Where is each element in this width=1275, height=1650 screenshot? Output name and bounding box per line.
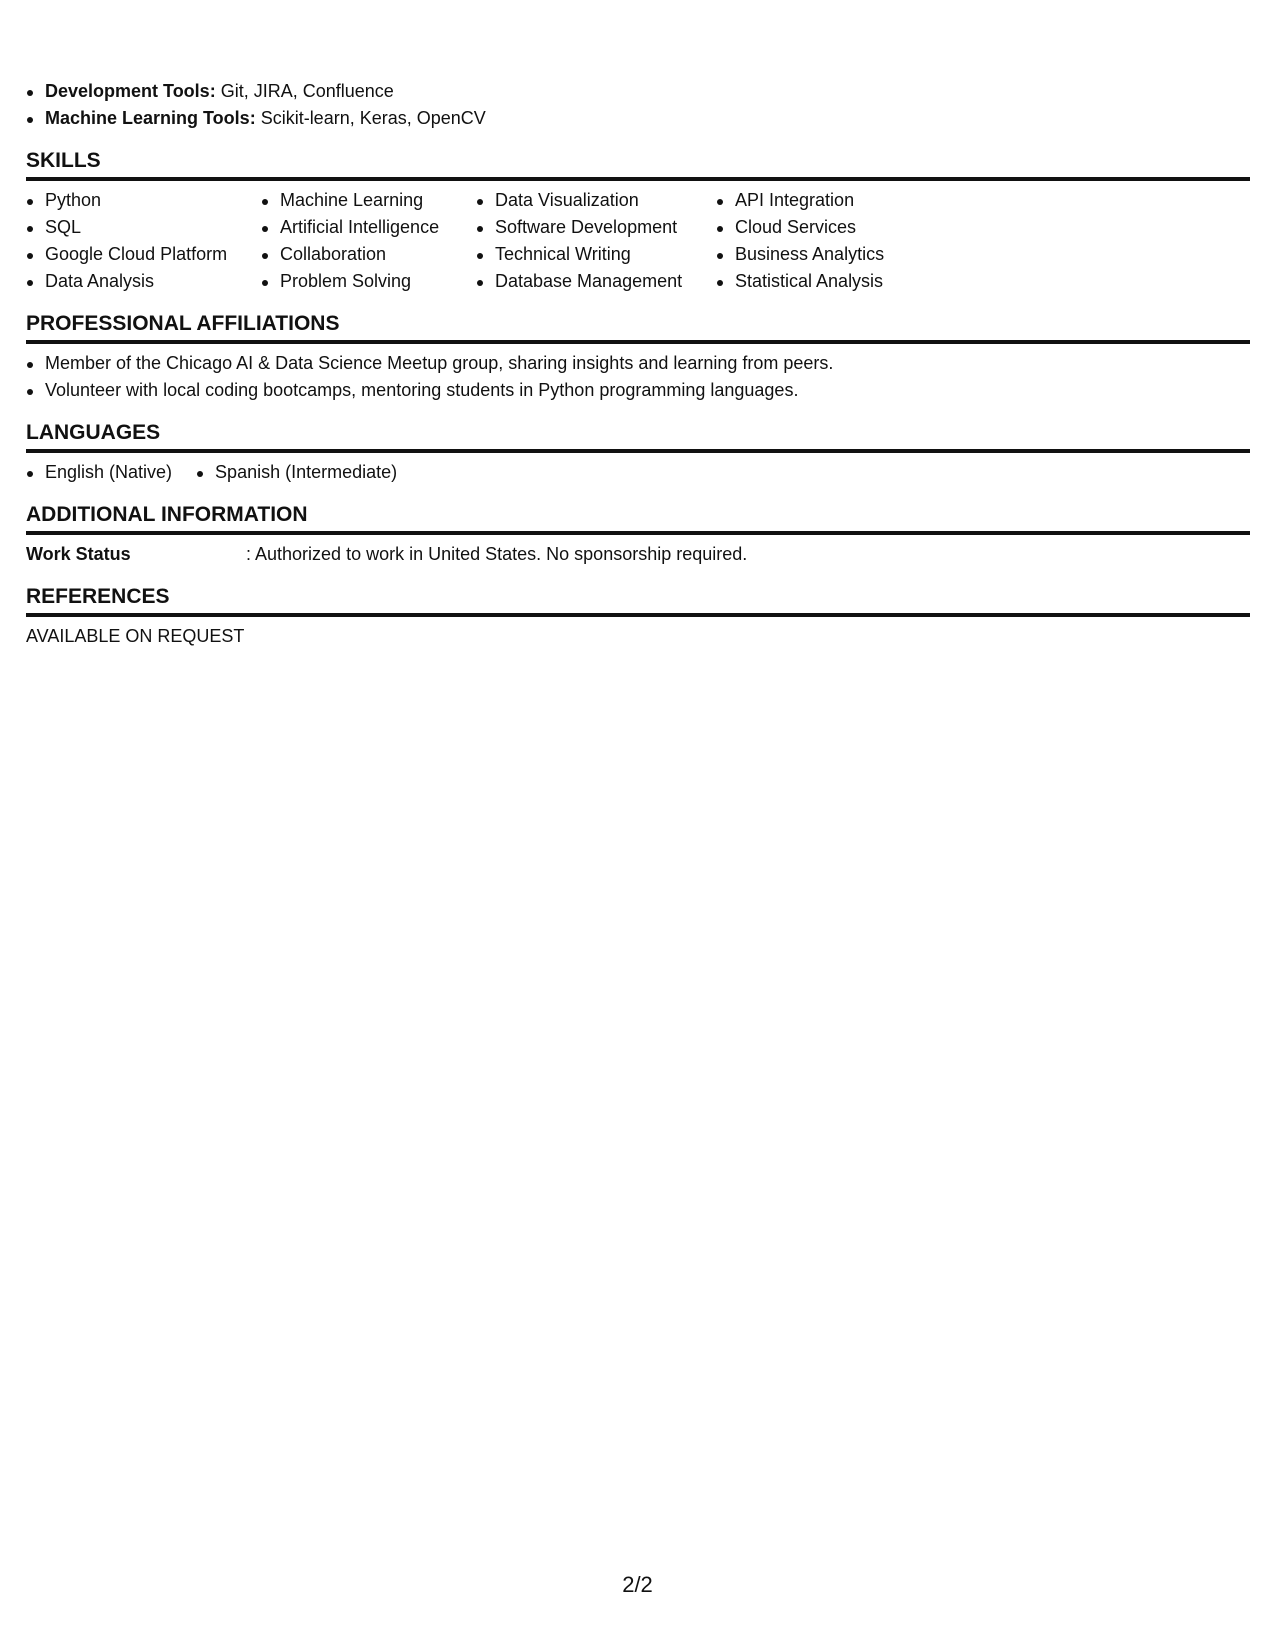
list-item: Member of the Chicago AI & Data Science Meetup group, sharing insights and learning from peers. bbox=[26, 350, 1250, 377]
languages-section bbox=[26, 420, 1250, 486]
skills-column bbox=[476, 187, 696, 295]
tools-list bbox=[26, 78, 1250, 132]
work-status-label: Work Status bbox=[26, 544, 131, 564]
references-text: AVAILABLE ON REQUEST bbox=[26, 626, 245, 646]
tool-value: Git, JIRA, Confluence bbox=[215, 81, 394, 101]
list-item: SQL bbox=[26, 214, 241, 241]
list-item: Business Analytics bbox=[716, 241, 936, 268]
skills-column bbox=[716, 187, 936, 295]
list-item bbox=[26, 105, 1250, 132]
list-item: Cloud Services bbox=[716, 214, 936, 241]
languages-list bbox=[26, 459, 1250, 486]
work-status-value: : Authorized to work in United States. No sponsorship required. bbox=[246, 544, 748, 564]
tool-value: Scikit-learn, Keras, OpenCV bbox=[255, 108, 486, 128]
skills-grid bbox=[26, 187, 1250, 295]
affiliations-section bbox=[26, 311, 1250, 404]
section-title: REFERENCES bbox=[26, 584, 1250, 617]
list-item: Statistical Analysis bbox=[716, 268, 936, 295]
additional-info-section bbox=[26, 502, 1250, 568]
list-item: Spanish (Intermediate) bbox=[196, 459, 397, 486]
tool-label: Machine Learning Tools: bbox=[45, 108, 256, 128]
references-section bbox=[26, 584, 1250, 650]
tool-label: Development Tools: bbox=[45, 81, 216, 101]
list-item: Problem Solving bbox=[261, 268, 456, 295]
section-title: ADDITIONAL INFORMATION bbox=[26, 502, 1250, 535]
list-item: Volunteer with local coding bootcamps, mentoring students in Python programming languages. bbox=[26, 377, 1250, 404]
list-item: Google Cloud Platform bbox=[26, 241, 241, 268]
page-number: 2/2 bbox=[622, 1572, 653, 1597]
list-item: Collaboration bbox=[261, 241, 456, 268]
skills-section bbox=[26, 148, 1250, 295]
list-item: Python bbox=[26, 187, 241, 214]
list-item: Data Visualization bbox=[476, 187, 696, 214]
resume-page bbox=[26, 78, 1250, 650]
skills-column bbox=[26, 187, 241, 295]
list-item: English (Native) bbox=[26, 459, 172, 486]
section-title: SKILLS bbox=[26, 148, 1250, 181]
list-item bbox=[26, 78, 1250, 105]
list-item: Artificial Intelligence bbox=[261, 214, 456, 241]
list-item: API Integration bbox=[716, 187, 936, 214]
list-item: Data Analysis bbox=[26, 268, 241, 295]
list-item: Software Development bbox=[476, 214, 696, 241]
section-title: LANGUAGES bbox=[26, 420, 1250, 453]
list-item: Machine Learning bbox=[261, 187, 456, 214]
affiliations-list bbox=[26, 350, 1250, 404]
work-status-row bbox=[26, 541, 1250, 568]
skills-column bbox=[261, 187, 456, 295]
list-item: Database Management bbox=[476, 268, 696, 295]
section-title: PROFESSIONAL AFFILIATIONS bbox=[26, 311, 1250, 344]
list-item: Technical Writing bbox=[476, 241, 696, 268]
